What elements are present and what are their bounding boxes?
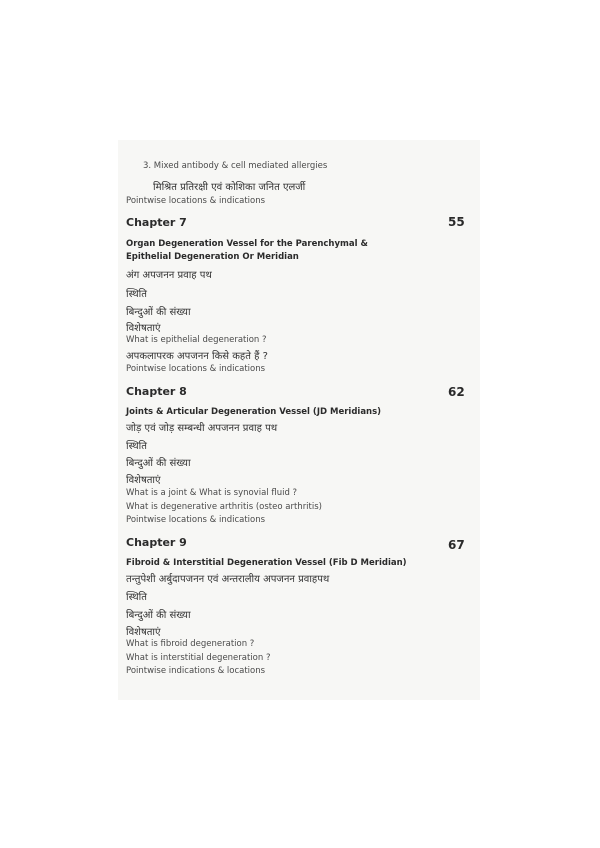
chapter-8-title: Chapter 8 (126, 385, 187, 398)
chapter-8-heading: Joints & Articular Degeneration Vessel (JD Meridians) (126, 407, 382, 417)
chapter-7-title: Chapter 7 (126, 216, 187, 229)
chapter-8-line: स्थिति (126, 441, 147, 452)
pointwise-line: Pointwise locations & indications (126, 196, 266, 206)
chapter-9-line: स्थिति (126, 592, 147, 603)
chapter-9-page-number: 67 (448, 538, 465, 552)
chapter-7-heading-line-1: Organ Degeneration Vessel for the Parenchymal & (126, 239, 368, 249)
chapter-7-line: Pointwise locations & indications (126, 364, 266, 374)
chapter-7-line: What is epithelial degeneration ? (126, 335, 267, 345)
chapter-7-line: बिन्दुओं की संख्या (126, 307, 191, 318)
chapter-9-line: विशेषताएं (126, 627, 161, 638)
chapter-9-line: तन्तुपेशी अर्बुदापजनन एवं अन्तरालीय अपजनन प्रवाहपथ (126, 574, 330, 585)
chapter-7-line: अपकलापरक अपजनन किसे कहते हैं ? (126, 351, 268, 362)
list-item-3-hindi: मिश्रित प्रतिरक्षी एवं कोशिका जनित एलर्जी (153, 182, 306, 193)
chapter-8-line: What is degenerative arthritis (osteo arthritis) (126, 502, 322, 512)
chapter-9-line: What is fibroid degeneration ? (126, 639, 255, 649)
chapter-7-line: स्थिति (126, 289, 147, 300)
list-item-3: 3. Mixed antibody & cell mediated allergies (143, 161, 328, 171)
chapter-8-line: बिन्दुओं की संख्या (126, 458, 191, 469)
chapter-7-page-number: 55 (448, 215, 465, 229)
chapter-7-line: अंग अपजनन प्रवाह पथ (126, 270, 212, 281)
chapter-9-title: Chapter 9 (126, 536, 187, 549)
chapter-8-line: What is a joint & What is synovial fluid ? (126, 488, 298, 498)
chapter-8-line: जोड़ एवं जोड़ सम्बन्धी अपजनन प्रवाह पथ (126, 423, 278, 434)
chapter-9-heading: Fibroid & Interstitial Degeneration Vessel (Fib D Meridian) (126, 558, 407, 568)
chapter-9-line: What is interstitial degeneration ? (126, 653, 271, 663)
chapter-9-line: Pointwise indications & locations (126, 666, 266, 676)
chapter-7-heading-line-2: Epithelial Degeneration Or Meridian (126, 252, 299, 262)
chapter-8-page-number: 62 (448, 385, 465, 399)
chapter-9-line: बिन्दुओं की संख्या (126, 610, 191, 621)
chapter-8-line: विशेषताएं (126, 475, 161, 486)
chapter-8-line: Pointwise locations & indications (126, 515, 266, 525)
chapter-7-line: विशेषताएं (126, 323, 161, 334)
